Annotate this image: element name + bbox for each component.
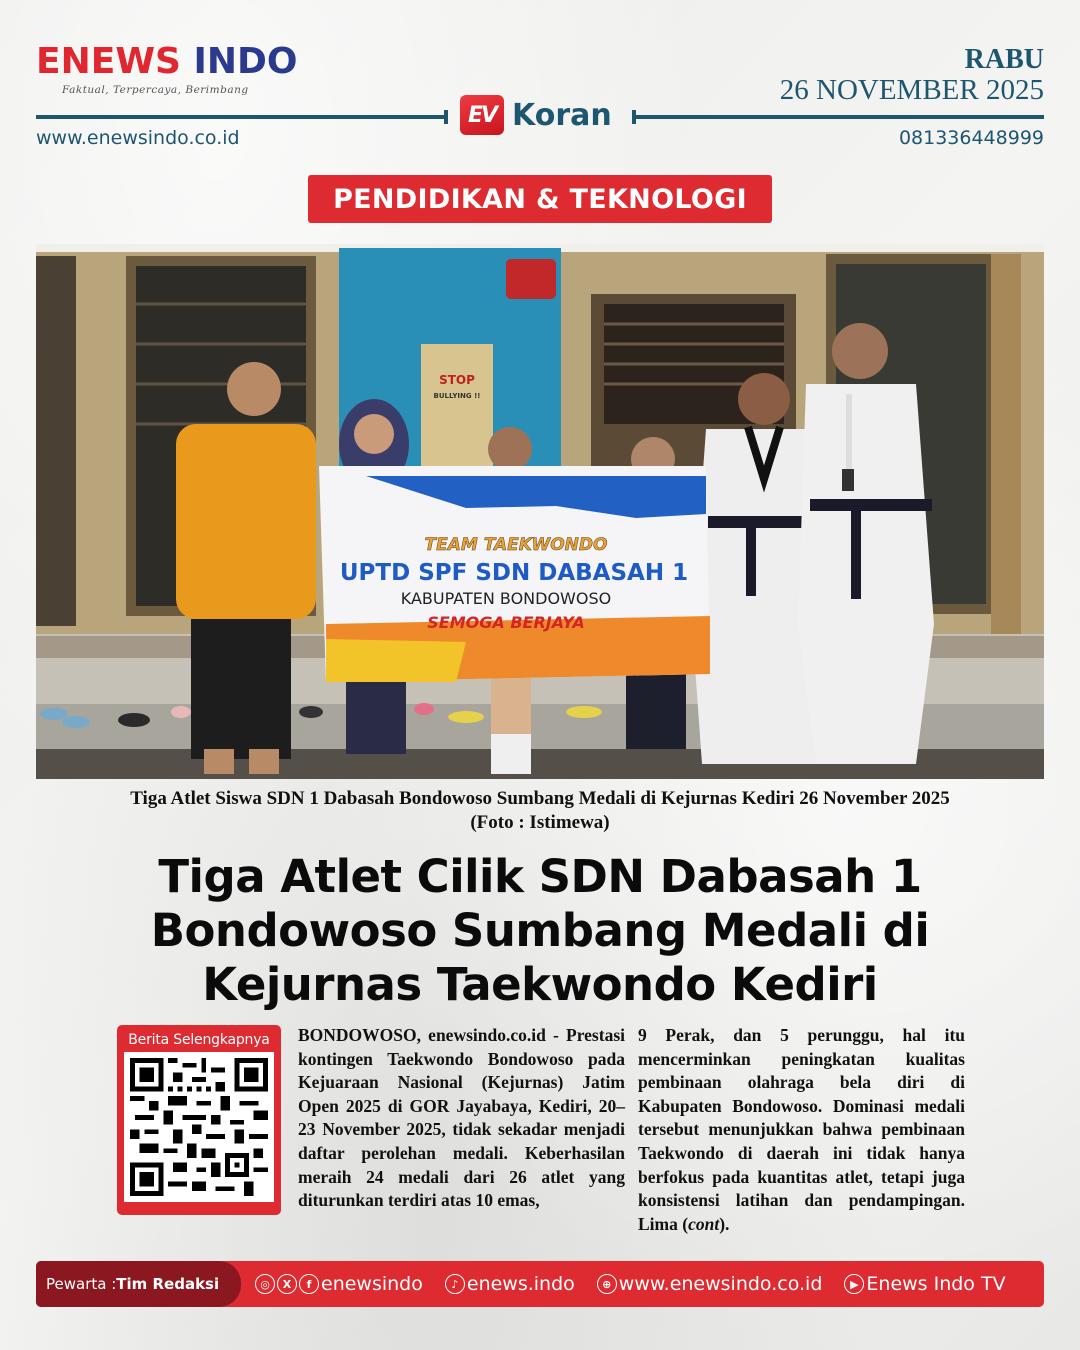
qr-card[interactable] <box>117 1025 281 1215</box>
reporter-label: Pewarta : <box>46 1275 117 1293</box>
tiktok-link[interactable] <box>445 1273 575 1295</box>
reporter-name: Tim Redaksi <box>116 1275 220 1293</box>
x-icon[interactable]: X <box>277 1274 297 1294</box>
poster-text: STOP <box>439 373 475 387</box>
headline-line-1: Tiga Atlet Cilik SDN Dabasah 1 <box>158 850 922 903</box>
tiktok-handle: enews.indo <box>466 1273 575 1295</box>
brand-logo <box>36 41 298 82</box>
category-badge: PENDIDIKAN & TEKNOLOGI <box>308 175 772 223</box>
social-handle: enewsindo <box>321 1273 423 1295</box>
banner-line-4: SEMOGA BERJAYA <box>427 613 585 632</box>
social-handle-link[interactable] <box>255 1273 423 1295</box>
team-banner <box>319 466 710 682</box>
caption-text: Tiga Atlet Siswa SDN 1 Dabasah Bondowoso Sumbang Medali di Kejurnas Kediri 26 November 2025 <box>130 788 950 809</box>
caption-credit: (Foto : Istimewa) <box>470 812 610 833</box>
header-rule-cap-right <box>632 110 636 124</box>
website-footer-link[interactable] <box>597 1273 823 1295</box>
header-rule-cap-left <box>444 110 448 124</box>
svg-text:BULLYING !!: BULLYING !! <box>433 392 481 400</box>
edition-label: Koran <box>512 97 612 133</box>
contact-phone: 081336448999 <box>898 127 1044 149</box>
instagram-icon[interactable]: ◎ <box>255 1274 275 1294</box>
continued-marker: cont <box>688 1213 720 1234</box>
banner-line-2: UPTD SPF SDN DABASAH 1 <box>339 560 689 586</box>
footer-website: www.enewsindo.co.id <box>618 1273 823 1295</box>
qr-label: Berita Selengkapnya <box>128 1032 270 1048</box>
brand-tagline: Faktual, Terpercaya, Berimbang <box>62 84 249 96</box>
banner-line-1: TEAM TAEKWONDO <box>424 535 608 555</box>
social-links <box>255 1273 1028 1295</box>
edition-logo <box>460 95 612 135</box>
news-photo <box>36 244 1044 779</box>
youtube-channel: Enews Indo TV <box>866 1273 1006 1295</box>
youtube-link[interactable] <box>844 1273 1005 1295</box>
facebook-icon[interactable]: f <box>299 1274 319 1294</box>
issue-day: RABU <box>964 44 1044 75</box>
header-rule-right <box>632 115 1044 119</box>
brand-name-part2: INDO <box>193 41 298 82</box>
qr-code[interactable] <box>124 1052 274 1202</box>
brand-name-part1: ENEWS <box>36 41 181 82</box>
header-rule-left <box>36 115 448 119</box>
tiktok-icon[interactable]: ♪ <box>445 1274 465 1294</box>
headline-line-3: Kejurnas Taekwondo Kediri <box>202 958 878 1011</box>
footer-bar <box>36 1261 1044 1307</box>
banner-line-3: KABUPATEN BONDOWOSO <box>400 589 612 608</box>
youtube-icon[interactable]: ▶ <box>844 1274 864 1294</box>
ev-logo-icon: EV <box>460 95 504 135</box>
article-column-1: BONDOWOSO, enewsindo.co.id - Prestasi kontingen Taekwondo Bondowoso pada Kejuaraan Nasional (Kejurnas) Jatim Open 2025 di GOR Jayabaya, Kediri, 20–23 November 2025, tidak sekadar menjadi daftar perolehan medali. Keberhasilan meraih 24 medali dari 26 atlet yang diturunkan terdiri atas 10 emas, <box>298 1025 625 1211</box>
reporter-credit <box>36 1261 241 1307</box>
issue-date: 26 NOVEMBER 2025 <box>779 74 1044 106</box>
column-2-end: ). <box>719 1213 730 1234</box>
globe-icon[interactable]: ⊕ <box>597 1274 617 1294</box>
website-link[interactable]: www.enewsindo.co.id <box>36 127 240 149</box>
article-column-2 <box>638 1024 965 1236</box>
column-2-text: 9 Perak, dan 5 perunggu, hal itu mencerminkan peningkatan kualitas pembinaan olahraga bela diri di Kabupaten Bondowoso. Dominasi medali tersebut menunjukkan bahwa pembinaan Taekwondo di daerah ini tidak hanya berfokus pada kuantitas atlet, tetapi juga konsistensi latihan dan pendampingan. Lima ( <box>638 1025 965 1234</box>
headline-line-2: Bondowoso Sumbang Medali di <box>150 904 930 957</box>
photo-caption <box>36 787 1044 835</box>
article-headline <box>60 850 1020 1012</box>
